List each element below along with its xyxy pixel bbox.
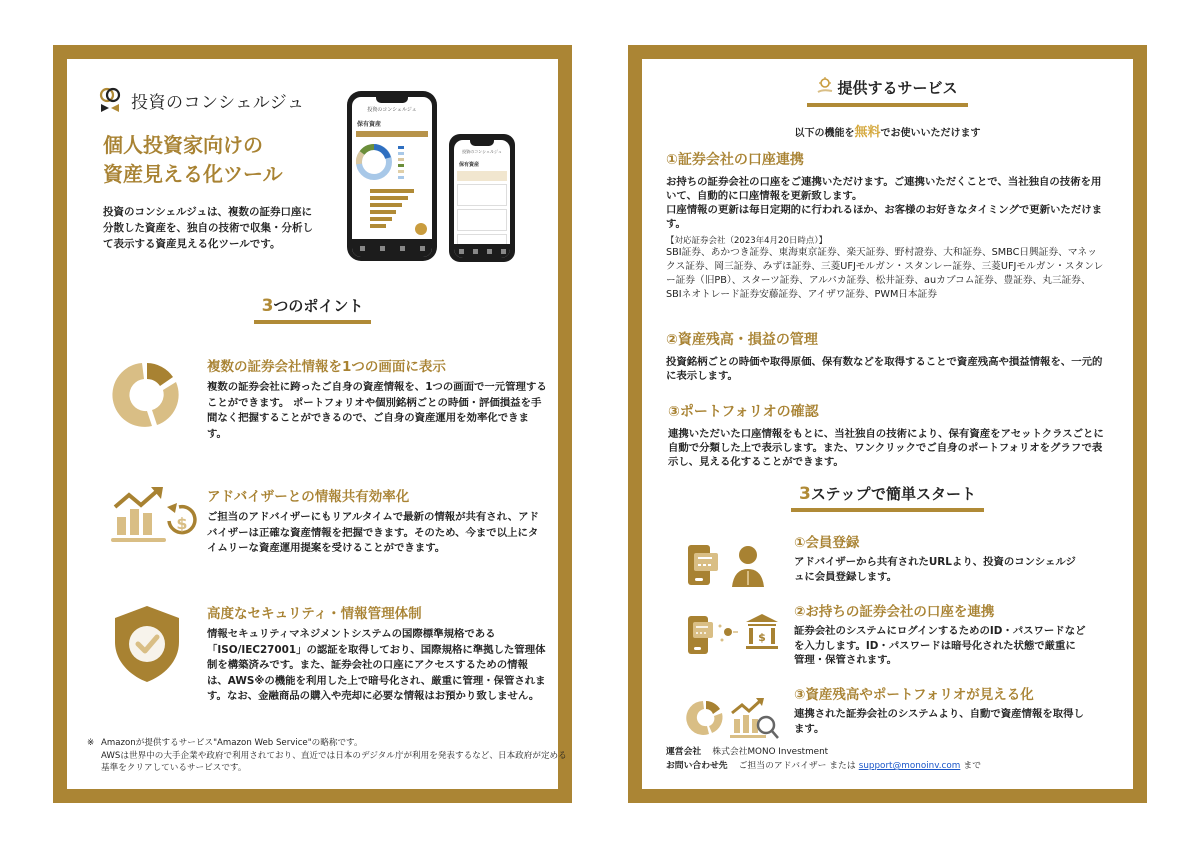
step-item bbox=[686, 683, 1086, 736]
phone-mockup-large bbox=[347, 91, 437, 261]
service-title: ②資産残高・損益の管理 bbox=[666, 332, 818, 348]
phone-screen-title: 保有資産 bbox=[357, 121, 382, 128]
point-text: 複数の証券会社に跨ったご自身の資産情報を、1つの画面で一元管理することができます。 ポートフォリオや個別銘柄ごとの時価・評価損益を手間なく把握することができるので、ご自身の資産運用を効率化できます。 bbox=[207, 381, 547, 440]
step-title: ①会員登録 bbox=[794, 535, 860, 551]
hero-description: 投資のコンシェルジュは、複数の証券口座に分散した資産を、独自の技術で収集・分析して表示する資産見える化ツールです。 bbox=[103, 206, 313, 250]
company-info bbox=[666, 745, 981, 773]
point-text: ご担当のアドバイザーにもリアルタイムで最新の情報が共有され、アドバイザーは正確な資産情報を把握できます。そのため、今まで以上にタイムリーな資産運用提案を受けることができます。 bbox=[207, 511, 539, 554]
smartphone-holdings-list-screenshot bbox=[454, 140, 510, 258]
service-text: お持ちの証券会社の口座をご連携いただけます。ご連携いただくことで、当社独自の技術を用いて、自動的に口座情報を更新致します。 bbox=[666, 176, 1102, 202]
footnote-line2: AWSは世界中の大手企業や政府で利用されており、直近では日本のデジタル庁が利用を発表するなど、日本政府が定める基準をクリアしているサービスです。 bbox=[101, 750, 567, 773]
services-heading-text: 提供するサービス bbox=[837, 79, 958, 97]
supported-brokers-label: 【対応証券会社（2023年4月20日時点）】 bbox=[666, 236, 828, 246]
step-text: アドバイザーから共有されたURLより、投資のコンシェルジュに会員登録します。 bbox=[794, 556, 1076, 583]
contact-after: まで bbox=[963, 761, 982, 771]
service-text-2: 口座情報の更新は毎日定期的に行われるほか、お客様のお好きなタイミングで更新いただけます。 bbox=[666, 204, 1102, 230]
operator-label: 運営会社 bbox=[666, 747, 702, 757]
support-email-link[interactable]: support@monoinv.com bbox=[858, 761, 961, 771]
phone-screen-title: 保有資産 bbox=[459, 162, 480, 168]
aws-footnote bbox=[87, 737, 567, 775]
left-page bbox=[67, 59, 567, 789]
free-line-after: でお使いいただけます bbox=[880, 128, 981, 139]
operator-name: 株式会社MONO Investment bbox=[712, 747, 829, 757]
service-title: ①証券会社の口座連携 bbox=[666, 152, 804, 168]
phone-mockup-small bbox=[449, 134, 515, 262]
point-title: 複数の証券会社情報を1つの画面に表示 bbox=[207, 359, 446, 375]
phone-app-name: 投資のコンシェルジュ bbox=[462, 149, 502, 154]
smartphone-donut-chart-screenshot bbox=[352, 97, 432, 257]
service-text: 投資銘柄ごとの時価や取得原価、保有数などを取得することで資産残高や損益情報を、一元的に表示します。 bbox=[666, 356, 1103, 382]
point-item bbox=[107, 602, 547, 705]
lightbulb-hand-icon bbox=[817, 77, 833, 99]
step-item bbox=[686, 600, 1086, 668]
rings-bowtie-logo-icon bbox=[99, 87, 123, 113]
free-highlight: 無料 bbox=[854, 125, 881, 140]
service-title: ③ポートフォリオの確認 bbox=[668, 404, 819, 420]
growth-chart-dollar-refresh-icon bbox=[107, 485, 197, 565]
points-heading bbox=[67, 295, 558, 324]
phone-card-to-bank-icon bbox=[686, 612, 776, 662]
svg-text:$: $ bbox=[758, 631, 766, 644]
hero-title-line2: 資産見える化ツール bbox=[103, 162, 283, 186]
donut-chart-icon bbox=[107, 355, 197, 435]
steps-heading-number: 3 bbox=[799, 484, 811, 504]
phone-donut-chart bbox=[352, 140, 432, 184]
operator-line bbox=[666, 745, 981, 759]
point-title: 高度なセキュリティ・情報管理体制 bbox=[207, 606, 422, 622]
steps-heading bbox=[642, 483, 1133, 512]
hero-title-line1: 個人投資家向けの bbox=[103, 133, 263, 157]
phone-app-name: 投資のコンシェルジュ bbox=[367, 107, 417, 113]
point-text: 情報セキュリティマネジメントシステムの国際標準規格である「ISO/IEC27001」の認証を取得しており、国際規格に準拠した管理体制を構築済みです。また、証券会社の口座にアクセスするための情報は、AWS※の機能を利用した上で暗号化され、厳重に管理・保管されます。なお、金融商品の購入や売却に必要な情報はお預かり致しません。 bbox=[207, 628, 546, 702]
step-title: ②お持ちの証券会社の口座を連携 bbox=[794, 604, 995, 620]
brand-logo bbox=[99, 87, 304, 113]
right-page-frame bbox=[628, 45, 1147, 803]
services-heading bbox=[642, 77, 1133, 107]
free-usage-line bbox=[642, 121, 1133, 140]
step-title: ③資産残高やポートフォリオが見える化 bbox=[794, 687, 1034, 703]
contact-before: ご担当のアドバイザー または bbox=[738, 761, 856, 771]
step-item bbox=[686, 531, 1086, 584]
donut-chart-magnifier-icon bbox=[686, 695, 776, 745]
supported-brokers-list: SBI証券、あかつき証券、東海東京証券、楽天証券、野村證券、大和証券、SMBC日興証券、マネックス証券、岡三証券、みずほ証券、三菱UFJモルガン・スタンレー証券、三菱UFJモルガン・スタンレー証券（旧PB）、スターツ証券、アルパカ証券、松井証券、auカブコム証券、豊証券、丸三証券、SBIネオトレード証券安藤証券、アイザワ証券、PWM日本証券 bbox=[666, 247, 1104, 300]
service-item bbox=[666, 149, 1106, 302]
points-heading-number: 3 bbox=[261, 296, 274, 316]
shield-check-icon bbox=[107, 602, 197, 682]
point-item bbox=[107, 355, 547, 442]
point-item bbox=[107, 485, 547, 557]
right-page bbox=[642, 59, 1133, 789]
step-text: 連携された証券会社のシステムより、自動で資産情報を取得します。 bbox=[794, 708, 1084, 735]
free-line-before: 以下の機能を bbox=[794, 128, 855, 139]
footnote-mark: ※ bbox=[87, 738, 95, 748]
points-heading-text: つのポイント bbox=[273, 297, 364, 315]
contact-line bbox=[666, 759, 981, 773]
left-page-frame bbox=[53, 45, 572, 803]
brand-name: 投資のコンシェルジュ bbox=[131, 92, 305, 113]
service-item bbox=[666, 329, 1106, 383]
service-text: 連携いただいた口座情報をもとに、当社独自の技術により、保有資産をアセットクラスごとに自動で分類した上で表示します。また、ワンクリックでご自身のポートフォリオをグラフで表示し、見える化することができます。 bbox=[668, 428, 1104, 468]
step-text: 証券会社のシステムにログインするためのID・パスワードなどを入力します。ID・パスワードは暗号化された状態で厳重に管理・保管されます。 bbox=[794, 625, 1086, 666]
service-item bbox=[668, 401, 1108, 469]
point-title: アドバイザーとの情報共有効率化 bbox=[207, 489, 410, 505]
steps-heading-text: ステップで簡単スタート bbox=[810, 485, 976, 503]
svg-text:$: $ bbox=[176, 514, 188, 533]
footnote-line1: Amazonが提供するサービス"Amazon Web Service"の略称です。 bbox=[101, 738, 363, 748]
phone-card-person-icon bbox=[686, 543, 776, 593]
contact-label: お問い合わせ先 bbox=[666, 761, 728, 771]
hero-title bbox=[103, 131, 283, 189]
